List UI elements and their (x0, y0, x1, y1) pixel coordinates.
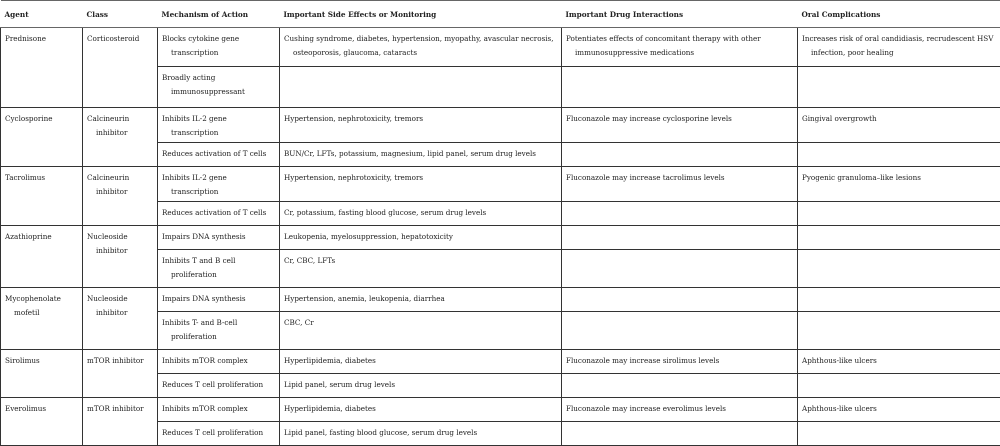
mechanism-cell-text: Inhibits mTOR complex (162, 354, 275, 368)
side-effects-cell-text: Hyperlipidemia, diabetes (284, 402, 557, 416)
side-effects-cell (280, 312, 562, 350)
agent-cell-text: Tacrolimus (5, 171, 78, 185)
mechanism-cell (158, 312, 280, 350)
side-effects-cell (280, 202, 562, 226)
mechanism-cell (158, 288, 280, 312)
side-effects-cell (280, 350, 562, 374)
oral-cell-text: Aphthous-like ulcers (802, 402, 996, 416)
header-class: Class (83, 1, 158, 28)
oral-cell (798, 143, 1000, 167)
table-row (1, 288, 1000, 312)
class-cell-text: Calcineurin inhibitor (87, 171, 153, 198)
mechanism-cell-text: Inhibits T- and B-cell proliferation (162, 316, 275, 343)
mechanism-cell (158, 28, 280, 67)
mechanism-cell (158, 226, 280, 250)
oral-cell-text: Aphthous-like ulcers (802, 354, 996, 368)
side-effects-cell (280, 28, 562, 67)
side-effects-cell-text: Lipid panel, fasting blood glucose, serum drug levels (284, 426, 557, 440)
side-effects-cell-text: Lipid panel, serum drug levels (284, 378, 557, 392)
table-header-row (1, 1, 1000, 28)
side-effects-cell (280, 167, 562, 202)
oral-cell (798, 226, 1000, 250)
header-agent: Agent (1, 1, 83, 28)
mechanism-cell (158, 374, 280, 398)
interactions-cell-text: Potentiates effects of concomitant therapy with other immunosuppressive medications (566, 32, 793, 59)
interactions-cell (562, 202, 798, 226)
oral-cell (798, 374, 1000, 398)
side-effects-cell (280, 143, 562, 167)
oral-cell (798, 350, 1000, 374)
mechanism-cell (158, 398, 280, 422)
interactions-cell-text: Fluconazole may increase sirolimus levels (566, 354, 793, 368)
mechanism-cell-text: Inhibits IL-2 gene transcription (162, 112, 275, 139)
agent-cell (1, 350, 83, 398)
side-effects-cell-text: Hypertension, anemia, leukopenia, diarrhea (284, 292, 557, 306)
class-cell-text: mTOR inhibitor (87, 402, 153, 416)
side-effects-cell-text: Leukopenia, myelosuppression, hepatotoxicity (284, 230, 557, 244)
mechanism-cell-text: Blocks cytokine gene transcription (162, 32, 275, 59)
oral-cell-text: Pyogenic granuloma–like lesions (802, 171, 996, 185)
interactions-cell (562, 312, 798, 350)
oral-cell (798, 108, 1000, 143)
mechanism-cell-text: Reduces activation of T cells (162, 206, 275, 220)
oral-cell (798, 422, 1000, 446)
side-effects-cell-text: Cr, CBC, LFTs (284, 254, 557, 268)
class-cell-text: mTOR inhibitor (87, 354, 153, 368)
class-cell-text: Corticosteroid (87, 32, 153, 46)
class-cell (83, 167, 158, 226)
interactions-cell (562, 167, 798, 202)
interactions-cell (562, 67, 798, 108)
table-body (1, 28, 1000, 446)
mechanism-cell (158, 350, 280, 374)
mechanism-cell-text: Impairs DNA synthesis (162, 292, 275, 306)
oral-cell (798, 250, 1000, 288)
interactions-cell (562, 28, 798, 67)
interactions-cell (562, 350, 798, 374)
interactions-cell (562, 226, 798, 250)
oral-cell (798, 167, 1000, 202)
class-cell (83, 28, 158, 108)
side-effects-cell-text: Cushing syndrome, diabetes, hypertension, myopathy, avascular necrosis, osteoporosis, glaucoma, cataracts (284, 32, 557, 59)
side-effects-cell (280, 398, 562, 422)
interactions-cell-text: Fluconazole may increase cyclosporine levels (566, 112, 793, 126)
agent-cell (1, 28, 83, 108)
table-row (1, 350, 1000, 374)
header-mechanism: Mechanism of Action (158, 1, 280, 28)
oral-cell (798, 288, 1000, 312)
agent-cell-text: Prednisone (5, 32, 78, 46)
side-effects-cell-text: BUN/Cr, LFTs, potassium, magnesium, lipid panel, serum drug levels (284, 147, 557, 161)
class-cell (83, 108, 158, 167)
mechanism-cell-text: Inhibits mTOR complex (162, 402, 275, 416)
class-cell-text: Nucleoside inhibitor (87, 230, 153, 257)
class-cell-text: Calcineurin inhibitor (87, 112, 153, 139)
side-effects-cell (280, 422, 562, 446)
agent-cell-text: Cyclosporine (5, 112, 78, 126)
mechanism-cell-text: Reduces T cell proliferation (162, 426, 275, 440)
mechanism-cell-text: Impairs DNA synthesis (162, 230, 275, 244)
mechanism-cell-text: Inhibits IL-2 gene transcription (162, 171, 275, 198)
mechanism-cell-text: Broadly acting immunosuppressant (162, 71, 275, 98)
agent-cell (1, 167, 83, 226)
agent-cell-text: Mycophenolate mofetil (5, 292, 78, 319)
header-oral: Oral Complications (798, 1, 1000, 28)
oral-cell (798, 67, 1000, 108)
agent-cell-text: Azathioprine (5, 230, 78, 244)
agent-cell-text: Sirolimus (5, 354, 78, 368)
side-effects-cell-text: Hyperlipidemia, diabetes (284, 354, 557, 368)
side-effects-cell (280, 374, 562, 398)
agent-cell-text: Everolimus (5, 402, 78, 416)
oral-cell (798, 202, 1000, 226)
interactions-cell-text: Fluconazole may increase everolimus levels (566, 402, 793, 416)
interactions-cell (562, 288, 798, 312)
class-cell-text: Nucleoside inhibitor (87, 292, 153, 319)
side-effects-cell-text: Cr, potassium, fasting blood glucose, serum drug levels (284, 206, 557, 220)
table-row (1, 108, 1000, 143)
mechanism-cell-text: Inhibits T and B cell proliferation (162, 254, 275, 281)
side-effects-cell-text: CBC, Cr (284, 316, 557, 330)
side-effects-cell (280, 108, 562, 143)
class-cell (83, 350, 158, 398)
mechanism-cell-text: Reduces T cell proliferation (162, 378, 275, 392)
table-row (1, 28, 1000, 67)
interactions-cell-text: Fluconazole may increase tacrolimus levels (566, 171, 793, 185)
oral-cell-text: Increases risk of oral candidiasis, recrudescent HSV infection, poor healing (802, 32, 996, 59)
class-cell (83, 288, 158, 350)
mechanism-cell (158, 422, 280, 446)
oral-cell-text: Gingival overgrowth (802, 112, 996, 126)
table-row (1, 167, 1000, 202)
agent-cell (1, 398, 83, 446)
table-row (1, 398, 1000, 422)
interactions-cell (562, 374, 798, 398)
agent-cell (1, 108, 83, 167)
side-effects-cell (280, 250, 562, 288)
mechanism-cell (158, 143, 280, 167)
mechanism-cell (158, 108, 280, 143)
oral-cell (798, 28, 1000, 67)
interactions-cell (562, 398, 798, 422)
mechanism-cell (158, 167, 280, 202)
oral-cell (798, 312, 1000, 350)
mechanism-cell-text: Reduces activation of T cells (162, 147, 275, 161)
side-effects-cell-text: Hypertension, nephrotoxicity, tremors (284, 112, 557, 126)
header-interactions: Important Drug Interactions (562, 1, 798, 28)
interactions-cell (562, 250, 798, 288)
class-cell (83, 398, 158, 446)
side-effects-cell (280, 67, 562, 108)
side-effects-cell (280, 226, 562, 250)
oral-cell (798, 398, 1000, 422)
table-row (1, 226, 1000, 250)
mechanism-cell (158, 67, 280, 108)
agent-cell (1, 288, 83, 350)
side-effects-cell-text: Hypertension, nephrotoxicity, tremors (284, 171, 557, 185)
interactions-cell (562, 143, 798, 167)
agent-cell (1, 226, 83, 288)
interactions-cell (562, 108, 798, 143)
interactions-cell (562, 422, 798, 446)
side-effects-cell (280, 288, 562, 312)
header-side-effects: Important Side Effects or Monitoring (280, 1, 562, 28)
mechanism-cell (158, 202, 280, 226)
mechanism-cell (158, 250, 280, 288)
class-cell (83, 226, 158, 288)
